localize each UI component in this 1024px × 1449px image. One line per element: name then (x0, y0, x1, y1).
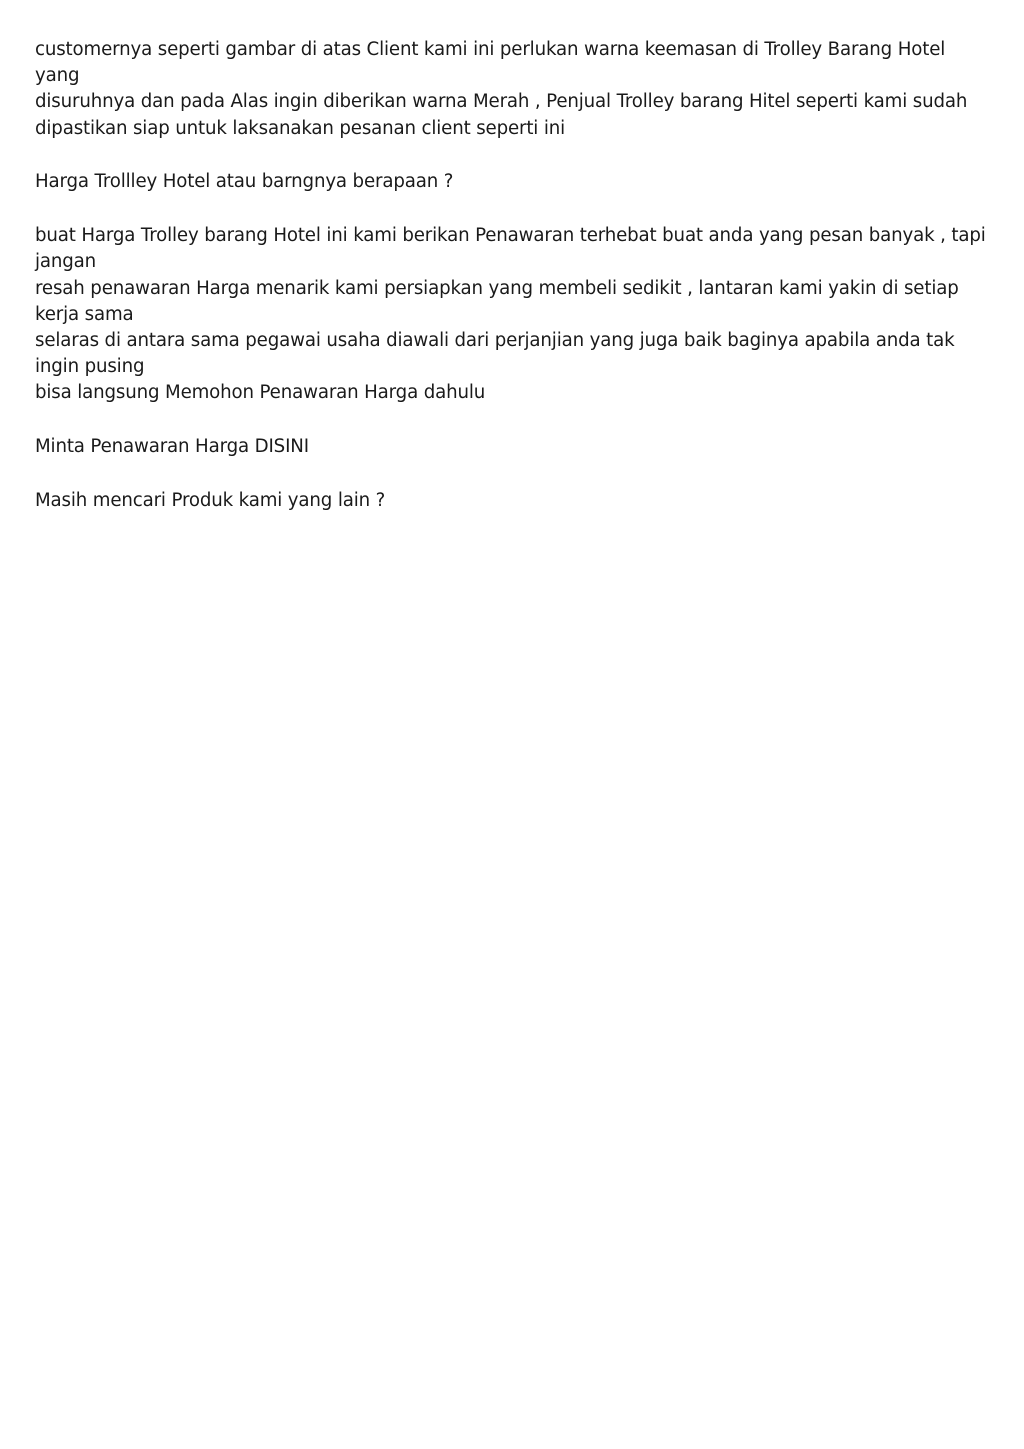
paragraph-request-price: Minta Penawaran Harga DISINI (35, 436, 309, 458)
paragraph-other-products: Masih mencari Produk kami yang lain ? (35, 490, 386, 512)
paragraph-price-question: Harga Trollley Hotel atau barngnya berapaan ? (35, 171, 454, 193)
paragraph-offer: buat Harga Trolley barang Hotel ini kami berikan Penawaran terhebat buat anda yang pesan banyak , tapi jangan resah penawaran Harga menarik kami persiapkan yang membeli sedikit , lantaran kami yakin di setiap kerja sama selaras di antara sama pegawai usaha diawali dari perjanjian yang juga baik baginya apabila anda tak ingin pusing bisa langsung Memohon Penawaran Harga dahulu (35, 225, 986, 404)
document-body (35, 37, 993, 514)
paragraph-intro: customernya seperti gambar di atas Client kami ini perlukan warna keemasan di Trolley Barang Hotel yang disuruhnya dan pada Alas ingin diberikan warna Merah , Penjual Trolley barang Hitel seperti kami sudah dipastikan siap untuk laksanakan pesanan client seperti ini (35, 39, 968, 139)
